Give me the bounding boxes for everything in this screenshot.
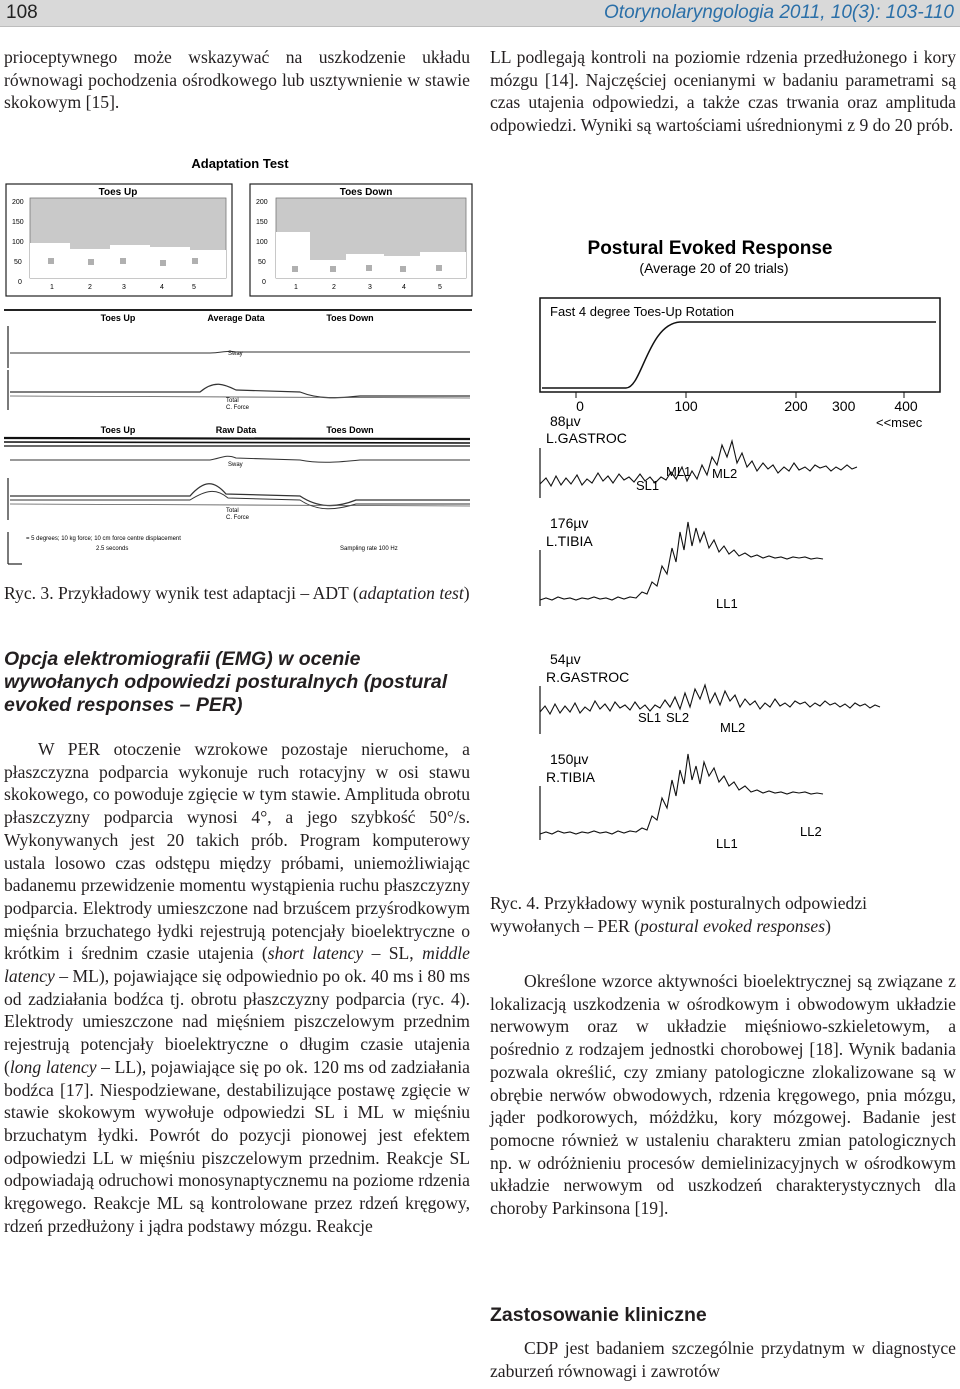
fig3-ytick: 100 [12,239,24,246]
fig3-ytick: 100 [256,239,268,246]
emg-body-part: – ML), pojawiające się odpowiednio po ok. 40 ms i 80 ms od zadziałania bodźca tj. obrotu płaszczyzny podparcia (ryc. 4). Elektrody umieszczone nad mięśniem piszczelowym przednim rejestrują potencjały bioelektryczne o długim czasie utajenia ( [4,966,470,1077]
fig4-trace-amp: 150µv [550,751,589,767]
fig3-legend-left: = 5 degrees; 10 kg force; 10 cm force centre displacement [26,536,181,542]
fig4-trace-amp: 88µv [550,413,581,429]
fig3-ytick: 50 [14,259,22,266]
fig3-cforce-label: C. Force [226,405,250,411]
fig3-xtick: 3 [368,284,372,291]
fig3-xtick: 5 [192,284,196,291]
fig3-toes-up-panel [6,184,232,296]
running-header [0,0,960,27]
page-number: 108 [6,2,38,23]
fig3-right-panel-title: Toes Down [339,187,393,198]
fig4-mark: SL2 [666,710,690,725]
journal-citation: Otorynolaryngologia 2011, 10(3): 103-110 [604,2,954,23]
fig4-trace-amp: 54µv [550,651,581,667]
fig3-caption [4,582,470,605]
fig4-title: Postural Evoked Response [587,238,833,259]
fig3-xtick: 3 [122,284,126,291]
fig3-xtick: 5 [438,284,442,291]
emg-body-italic: long latency [9,1056,97,1077]
fig3-xtick: 2 [88,284,92,291]
right-middle-paragraph [490,970,956,1220]
fig3-avg-left: Toes Up [100,313,136,323]
fig4-mark: SL1 [638,710,662,725]
fig4-subtitle: (Average 20 of 20 trials) [639,260,789,276]
fig3-ytick: 0 [262,279,266,286]
fig4-xtick: 300 [832,398,856,414]
fig4-mark: SL1 [636,478,660,493]
fig3-avg-center: Average Data [207,313,265,323]
fig3-caption-text: Przykładowy wynik test adaptacji – ADT ( [58,583,359,603]
fig4-caption-italic: postural evoked responses [640,915,826,936]
fig3-total-label: Total [226,398,239,404]
fig3-raw-right: Toes Down [326,425,374,435]
fig3-xtick: 1 [50,284,54,291]
fig3-sway-label: Sway [228,351,243,357]
fig3-ytick: 0 [18,279,22,286]
section-clinical-heading: Zastosowanie kliniczne [490,1304,707,1326]
fig3-raw-total-label: Total [226,508,239,514]
section-emg-body [4,738,470,1237]
figure-4-postural-evoked-response [530,228,958,864]
fig4-trace-l-tibia [540,515,823,611]
left-top-paragraph [4,46,470,114]
fig4-caption-text: Przykładowy wynik posturalnych odpowiedzi wywołanych – PER ( [490,893,868,936]
emg-body-part: W PER otoczenie wzrokowe pozostaje nieruchome, a płaszczyzna podparcia wykonuje ruch rotacyjny w osi stawu skokowego, co powoduje zgięcie w tym stawie. Amplituda obrotu płaszczyzny podparcia wynosi 4°, a jego szybkość 50°/s. Wykonywanych jest 20 takich prób. Program komputerowy ustala losowo czas odstępu między próbami, uniemożliwiając badanemu przewidzenie momentu wystąpienia ruchu płaszczyzny podparcia. Elektrody umieszczone nad brzuścem przyśrodkowym mięśnia brzuchatego łydki rejestrują potencjały bioelektryczne o krótkim i średnim czasie utajenia ( [4,739,470,964]
emg-body-italic: middle latency [4,943,470,987]
fig3-xtick: 1 [294,284,298,291]
left-top-text: prioceptywnego może wskazywać na uszkodzenie układu równowagi pochodzenia ośrodkowego lub usztywnienie w stawie skokowym [15]. [4,47,470,113]
emg-body-part: – SL, [363,943,423,964]
fig4-xtick: 100 [674,398,698,414]
fig3-caption-italic: adaptation test [358,583,464,603]
fig4-caption [490,892,956,937]
fig3-ytick: 150 [12,219,24,226]
emg-body-italic: short latency [267,943,364,964]
fig3-raw-left: Toes Up [100,425,136,435]
figure-3-adaptation-test [0,148,476,570]
fig3-caption-end: ) [463,583,470,603]
fig3-toes-down-panel [250,184,472,296]
fig4-trace-name: R.GASTROC [546,669,630,685]
fig3-legend-left2: 2.5 seconds [96,546,129,552]
fig4-trace-name: L.TIBIA [546,533,593,549]
fig4-x-unit: <<msec [876,415,923,430]
fig3-ytick: 150 [256,219,268,226]
fig3-caption-prefix: Ryc. 3. [4,583,54,603]
fig3-xtick: 4 [402,284,406,291]
section-clinical [490,1304,956,1382]
fig4-xtick: 400 [894,398,918,414]
fig3-raw-sway-label: Sway [228,462,243,468]
fig3-raw-data [4,425,470,564]
right-top-paragraph [490,46,956,137]
fig3-raw-cforce-label: C. Force [226,515,250,521]
fig3-legend-right: Sampling rate 100 Hz [340,546,398,552]
fig3-avg-right: Toes Down [326,313,374,323]
fig4-trace-r-tibia [540,751,823,851]
section-clinical-body: CDP jest badaniem szczególnie przydatnym w diagnostyce zaburzeń równowagi i zawrotów [490,1338,956,1381]
fig4-caption-prefix: Ryc. 4. [490,893,540,913]
fig4-mark: ML1 [666,464,692,479]
right-top-text: LL podlegają kontroli na poziomie rdzenia przedłużonego i kory mózgu [14]. Najczęściej ocenianymi w badaniu parametrami są czas utajenia odpowiedzi, a także czas trwania oraz amplituda odpowiedzi. Wyniki są wartościami uśrednionymi z 9 do 20 prób. [490,47,956,136]
fig3-title: Adaptation Test [191,156,289,171]
fig3-ytick: 200 [256,199,268,206]
fig4-mark: LL1 [716,836,738,851]
fig4-trace-amp: 176µv [550,515,589,531]
right-middle-text: Określone wzorce aktywności bioelektrycznej są związane z lokalizacją uszkodzenia w ośrodkowym i obwodowym układzie nerwowym oraz w układzie mięśniowo-szkieletowym, a pośrednio z rodzajem jednostki chorobowej [18]. Wynik badania pozwala określić, czy zmiany patologiczne zlokalizowane są w obrębie nerwów obwodowych, rdzenia kręgowego, pnia mózgu, jąder podkorowych, móżdżku, kory mózgowej. Badanie jest pomocne również w ustaleniu charakteru zmian patologicznych np. w odróżnieniu procesów demielinizacyjnych w ośrodkowym układzie nerwowym od uszkodzeń charakterystycznych dla choroby Parkinsona [19]. [490,971,956,1219]
fig4-trace-name: L.GASTROC [546,430,627,446]
fig4-trace-l-gastroc [540,413,857,498]
fig4-mark: ML2 [712,466,738,481]
fig4-mark: LL1 [716,596,738,611]
fig4-mark: ML2 [720,720,746,735]
section-emg-heading: Opcja elektromiografii (EMG) w ocenie wywołanych odpowiedzi posturalnych (postural evoked responses – PER) [4,648,448,716]
fig4-trace-r-gastroc [540,651,880,735]
fig4-trace-name: R.TIBIA [546,769,596,785]
fig3-xtick: 2 [332,284,336,291]
section-emg [4,648,470,1237]
fig3-left-panel-title: Toes Up [98,187,138,198]
fig3-ytick: 200 [12,199,24,206]
fig4-box-label: Fast 4 degree Toes-Up Rotation [550,304,735,319]
fig4-caption-end: ) [825,915,831,936]
fig3-average-data [4,310,472,411]
emg-body-part: – LL), pojawiające się po ok. 120 ms od zadziałania bodźca [17]. Niespodziewane, destabilizujące postawę zgięcie w stawie skokowym wywołuje odpowiedzi SL i ML w mięśniu brzuchatym łydki. Powrót do pozycji pionowej jest efektem odpowiedzi LL w mięśniu piszczelowym przednim. Reakcje SL odpowiadają odruchowi monosynaptycznemu na poziome rdzenia kręgowego. Reakcje ML są kontrolowane przez rdzeń kręgowy, rdzeń przedłużony i jądra podstawy mózgu. Reakcje [4,1056,470,1236]
fig4-xtick: 0 [576,398,584,414]
fig4-xtick: 200 [784,398,808,414]
fig3-xtick: 4 [160,284,164,291]
fig3-raw-center: Raw Data [215,425,257,435]
fig4-mark: LL2 [800,824,822,839]
fig3-ytick: 50 [258,259,266,266]
